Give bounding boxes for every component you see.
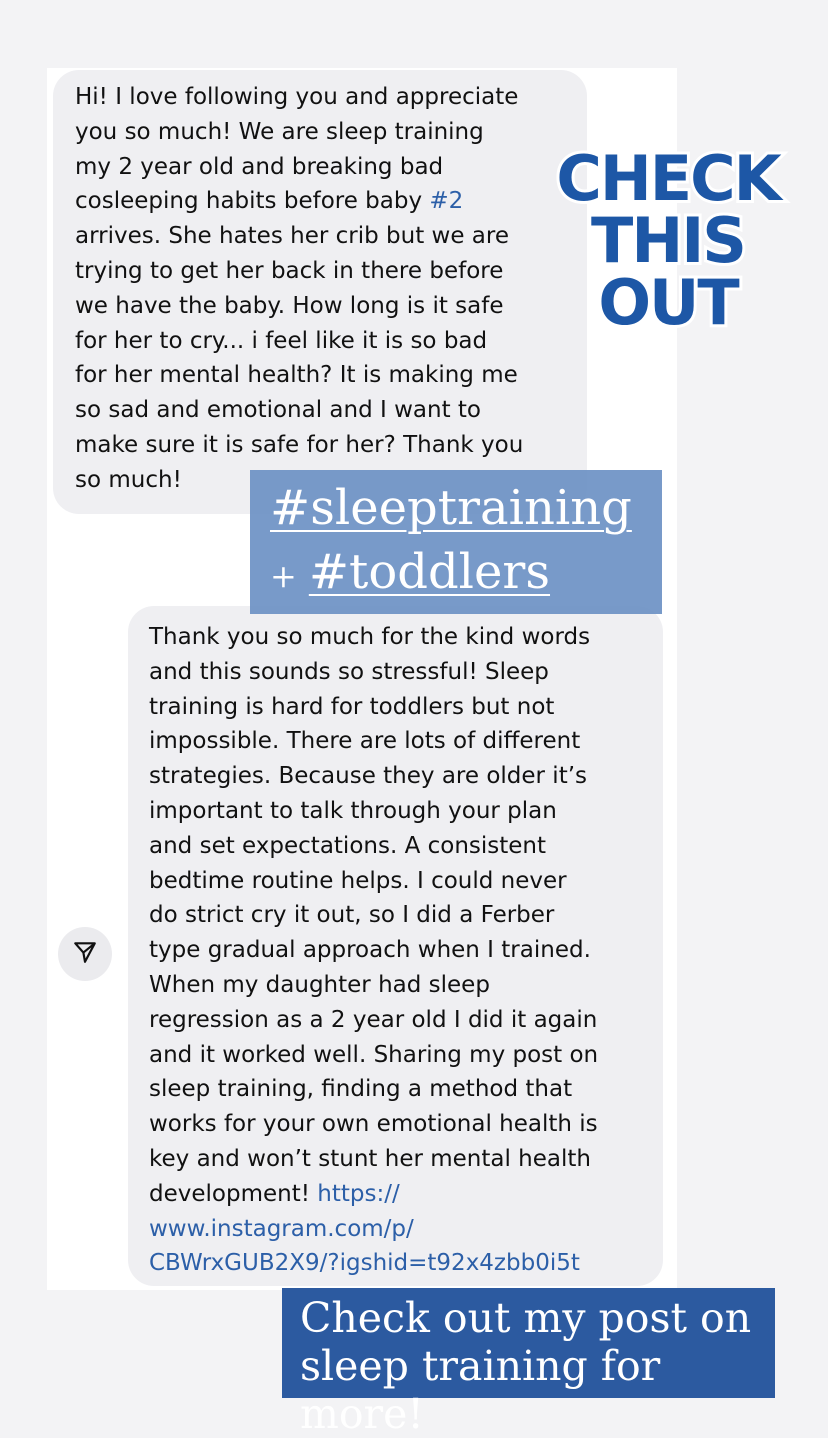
sticker-word-out: OUT <box>598 266 738 339</box>
outgoing-message-bubble <box>128 606 663 1286</box>
hashtag-link[interactable]: #2 <box>429 188 464 215</box>
incoming-message-text-rest: arrives. She hates her crib but we are trying to get her back in there before we have the baby. How long is it safe for her to cry... i feel like it is so bad for her mental health? It is making me so sad and emotional and I want to make sure it is safe for her? Thank you so much! <box>75 223 524 493</box>
check-this-out-sticker <box>548 142 788 339</box>
instagram-post-link[interactable]: https:// www.instagram.com/p/ CBWrxGUB2X9/?igshid=t92x4zbb0i5t <box>149 1180 580 1277</box>
hashtag-sticker <box>250 470 662 614</box>
incoming-message-bubble <box>53 70 587 514</box>
sticker-word-this: THIS <box>591 204 745 277</box>
sticker-word-check: CHECK <box>556 142 780 215</box>
send-arrow-icon <box>72 939 98 970</box>
plus-sign: + <box>270 556 297 595</box>
incoming-message-text: Hi! I love following you and appreciate you so much! We are sleep training my 2 year old and breaking bad cosleeping habits before baby <box>75 84 519 215</box>
hashtag-line-2 <box>270 540 662 608</box>
hashtag-toddlers[interactable]: #toddlers <box>308 544 551 600</box>
cta-caption: Check out my post on sleep training for more! <box>282 1288 775 1398</box>
outgoing-message-text: Thank you so much for the kind words and this sounds so stressful! Sleep training is hard for toddlers but not impossible. There are lots of different strategies. Because they are older it’s important to talk through your plan and set expectations. A consistent bedtime routine helps. I could never do strict cry it out, so I did a Ferber type gradual approach when I trained. When my daughter had sleep regression as a 2 year old I did it again and it worked well. Sharing my post on sleep training, finding a method that works for your own emotional health is key and won’t stunt her mental health development! <box>149 624 599 1207</box>
hashtag-sleeptraining[interactable]: #sleeptraining <box>270 480 632 536</box>
share-button[interactable] <box>58 927 112 981</box>
